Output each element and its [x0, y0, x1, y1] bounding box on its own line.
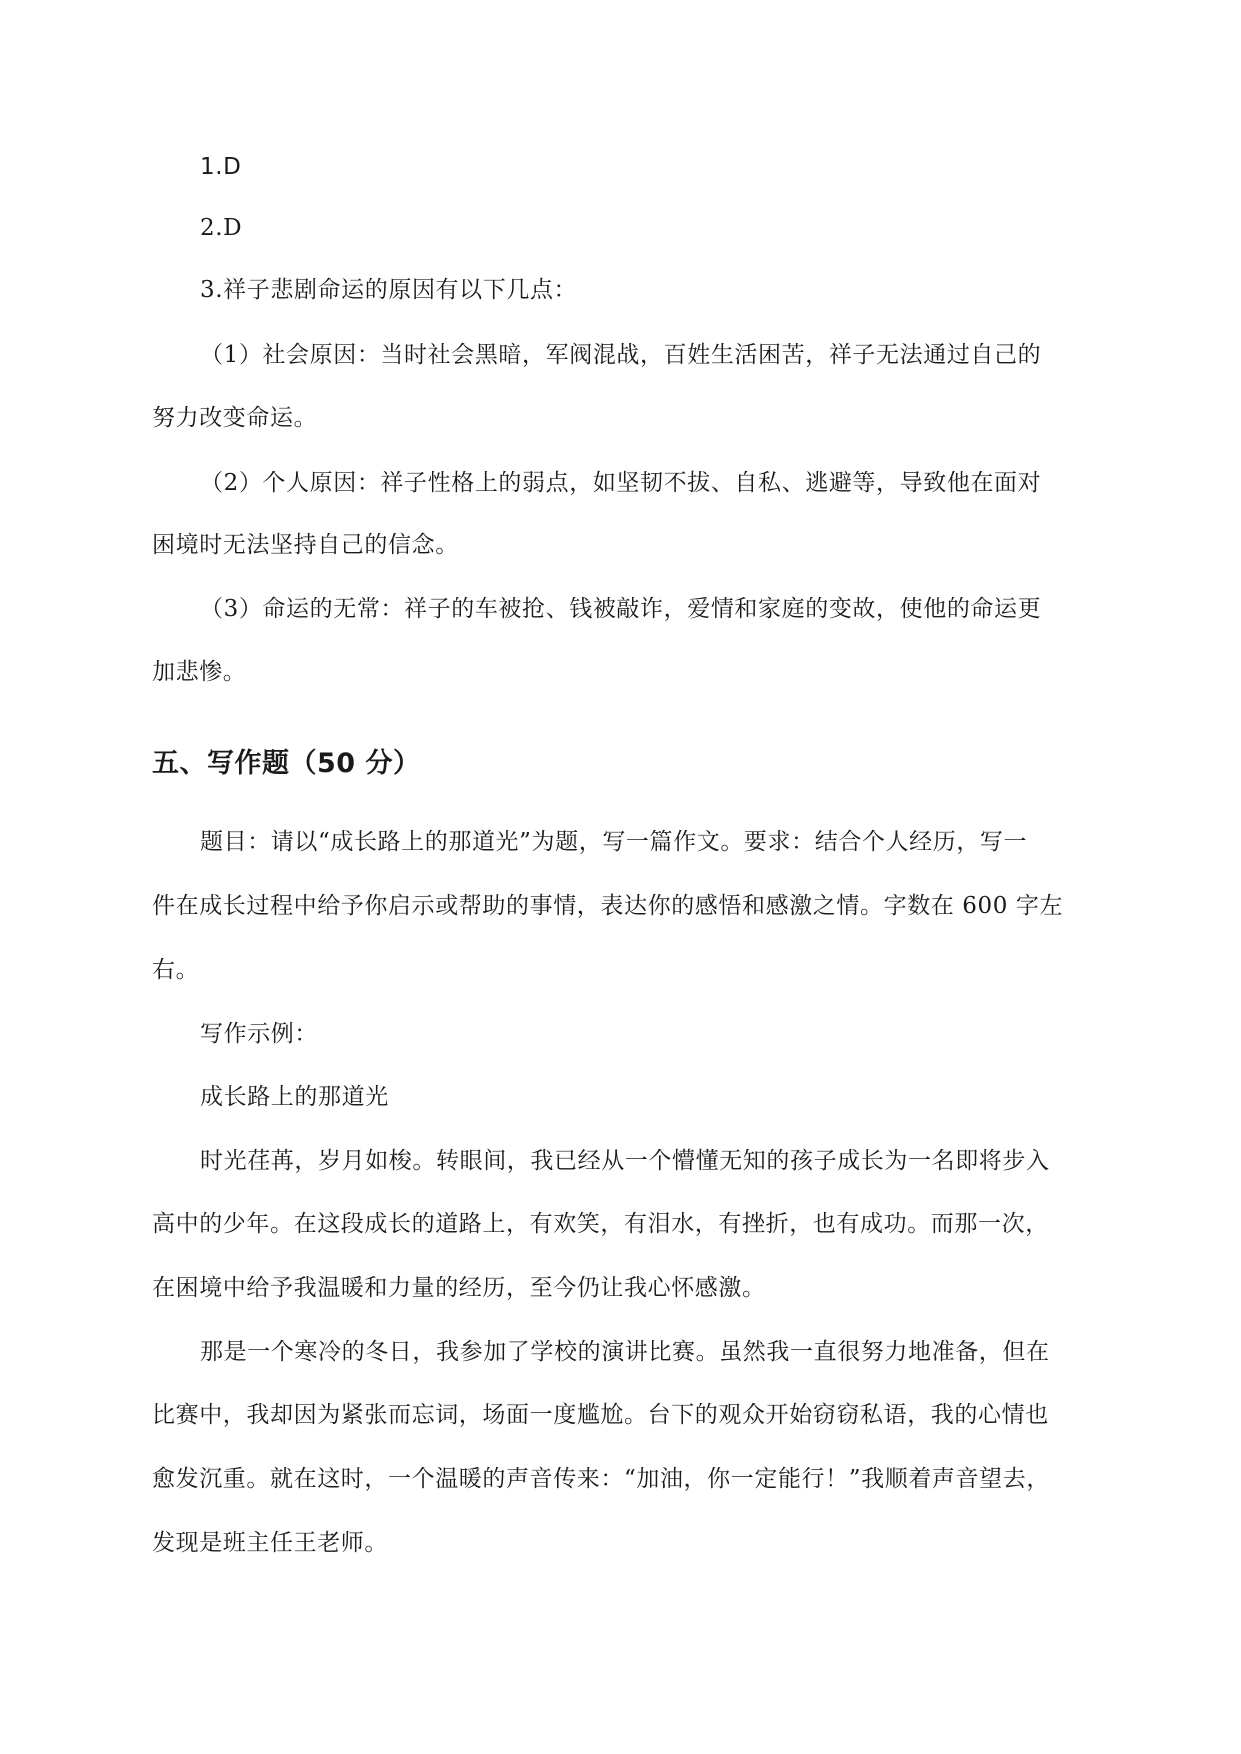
essay-paragraph-1-line-2: 高中的少年。在这段成长的道路上，有欢笑，有泪水，有挫折，也有成功。而那一次， — [152, 1211, 1049, 1237]
answer-3-point-1-cont: 努力改变命运。 — [152, 405, 318, 431]
essay-paragraph-1-line-1: 时光荏苒，岁月如梭。转眼间，我已经从一个懵懂无知的孩子成长为一名即将步入 — [200, 1148, 1050, 1174]
answer-3-point-1: （1）社会原因：当时社会黑暗，军阀混战，百姓生活困苦，祥子无法通过自己的 — [200, 342, 1042, 368]
essay-title: 成长路上的那道光 — [200, 1084, 389, 1110]
answer-3-point-3-cont: 加悲惨。 — [152, 659, 247, 685]
writing-prompt-line-3: 右。 — [152, 957, 200, 983]
answer-2: 2.D — [200, 215, 243, 241]
essay-paragraph-2-line-2: 比赛中，我却因为紧张而忘词，场面一度尴尬。台下的观众开始窃窃私语，我的心情也 — [152, 1402, 1049, 1428]
essay-paragraph-2-line-1: 那是一个寒冷的冬日，我参加了学校的演讲比赛。虽然我一直很努力地准备，但在 — [200, 1339, 1050, 1365]
answer-3-point-3: （3）命运的无常：祥子的车被抢、钱被敲诈，爱情和家庭的变故，使他的命运更 — [200, 596, 1042, 622]
essay-paragraph-2-line-4: 发现是班主任王老师。 — [152, 1530, 388, 1556]
answer-3-point-2-cont: 困境时无法坚持自己的信念。 — [152, 532, 459, 558]
essay-paragraph-2-line-3: 愈发沉重。就在这时，一个温暖的声音传来：“加油，你一定能行！”我顺着声音望去， — [152, 1466, 1050, 1492]
writing-example-label: 写作示例： — [200, 1021, 318, 1047]
answer-3-point-2: （2）个人原因：祥子性格上的弱点，如坚韧不拔、自私、逃避等，导致他在面对 — [200, 470, 1042, 496]
writing-prompt-line-2: 件在成长过程中给予你启示或帮助的事情，表达你的感悟和感激之情。字数在 600 字左 — [152, 893, 1064, 919]
answer-1: 1.D — [200, 154, 242, 180]
writing-prompt-line-1: 题目：请以“成长路上的那道光”为题，写一篇作文。要求：结合个人经历，写一 — [200, 829, 1028, 855]
answer-3-intro: 3.祥子悲剧命运的原因有以下几点： — [200, 277, 578, 303]
essay-paragraph-1-line-3: 在困境中给予我温暖和力量的经历，至今仍让我心怀感激。 — [152, 1275, 766, 1301]
section-heading: 五、写作题（50 分） — [152, 748, 421, 779]
